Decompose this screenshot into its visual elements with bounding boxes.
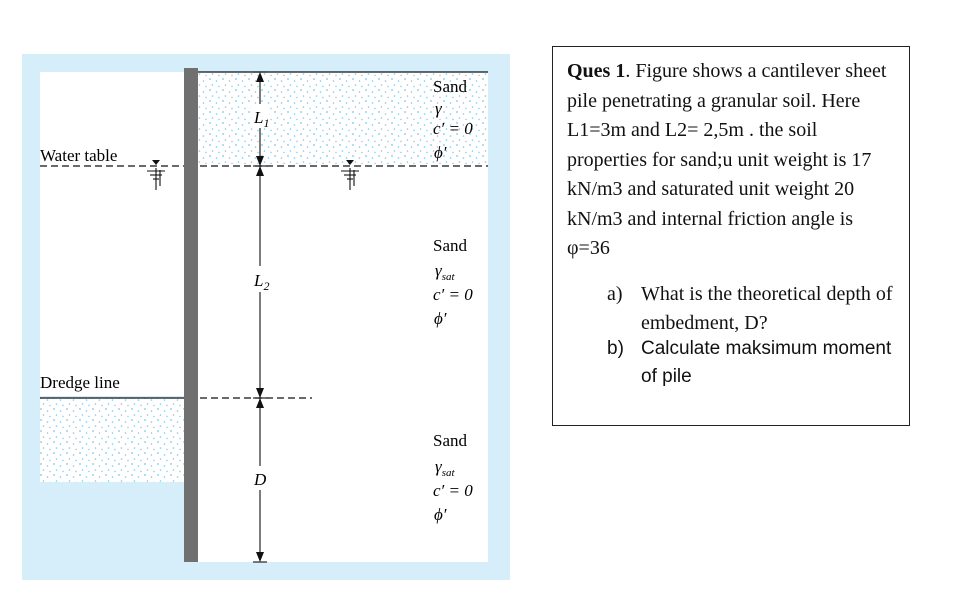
layer-1-name: Sand: [433, 77, 467, 96]
layer-1-friction: ϕ′: [434, 143, 447, 162]
dredge-line-label: Dredge line: [40, 373, 120, 392]
question-item-b-marker: b): [607, 337, 624, 359]
question-title: Ques 1: [567, 60, 626, 82]
left-blank-region: [40, 72, 184, 396]
question-item-b-text: Calculate maksimum moment of pile: [641, 337, 892, 387]
layer-1-unit-weight: γ: [435, 99, 442, 118]
question-body: Figure shows a cantilever sheet pile penetrating a granular soil. Here L1=3m and L2= 2,5m . the soil properties for sand;u unit weight is 17 kN/m3 and saturated unit weight 20 kN/m3 and internal friction angle is φ=36: [567, 60, 887, 259]
question-item-a-text: What is the theoretical depth of embedment, D?: [641, 282, 893, 334]
question-box: [552, 46, 910, 426]
sheet-pile: [184, 68, 198, 562]
dim-label-D: D: [254, 470, 267, 489]
question-text: [567, 57, 897, 264]
question-item-b: [567, 335, 897, 391]
layer-2-unit-weight: $\gamma_{sat}$: [435, 261, 455, 283]
dim-label-L2: $L_2$: [254, 271, 270, 293]
question-item-a-marker: a): [607, 282, 623, 305]
middle-sand-layer: [198, 166, 488, 562]
layer-2-name: Sand: [433, 236, 467, 255]
question-title-suffix: .: [625, 60, 631, 82]
layer-3-name: Sand: [433, 431, 467, 450]
layer-2-cohesion: c′ = 0: [433, 285, 473, 304]
question-items: [567, 280, 897, 391]
question-item-a: [567, 280, 897, 339]
layer-3-friction: ϕ′: [434, 505, 447, 524]
layer-3-cohesion: c′ = 0: [433, 481, 473, 500]
water-table-label: Water table: [40, 146, 118, 165]
layer-2-friction: ϕ′: [434, 309, 447, 328]
dim-label-L1: $L_1$: [254, 108, 270, 130]
layer-3-unit-weight: $\gamma_{sat}$: [435, 457, 455, 479]
layer-1-cohesion: c′ = 0: [433, 119, 473, 138]
